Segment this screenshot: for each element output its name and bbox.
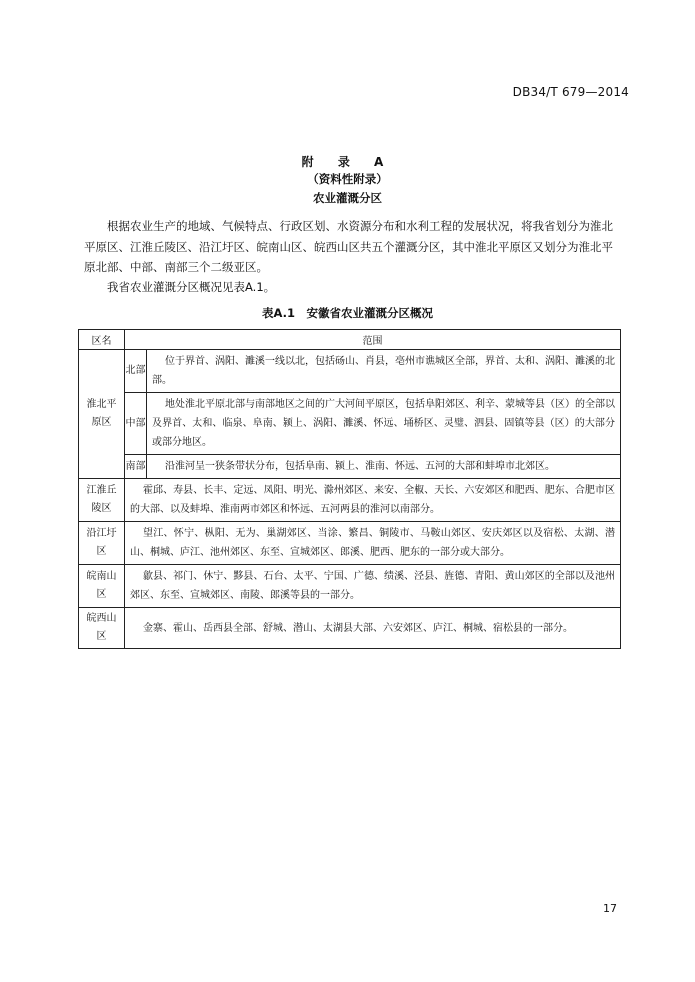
scope-wanxi: 金寨、霍山、岳西县全部、舒城、潜山、太湖县大部、六安郊区、庐江、桐城、宿松县的一部分。 xyxy=(125,608,621,649)
standard-code: DB34/T 679—2014 xyxy=(512,85,629,99)
zone-name-huaibei: 淮北平原区 xyxy=(79,350,125,479)
table-row xyxy=(79,455,621,479)
zone-name-jianghuai: 江淮丘陵区 xyxy=(79,479,125,522)
intro-paragraph: 根据农业生产的地域、气候特点、行政区划、水资源分布和水利工程的发展状况，将我省划分为淮北平原区、江淮丘陵区、沿江圩区、皖南山区、皖西山区共五个灌溉分区，其中淮北平原区又划分为淮北平原北部、中部、南部三个二级亚区。 xyxy=(84,219,613,274)
page-number: 17 xyxy=(603,902,617,915)
appendix-title: 附 录 A xyxy=(301,155,394,169)
appendix-type: （资料性附录） xyxy=(307,172,388,186)
reference-paragraph: 我省农业灌溉分区概况见表A.1。 xyxy=(107,280,276,294)
zone-name-wanxi: 皖西山区 xyxy=(79,608,125,649)
zone-name-yanjiang: 沿江圩区 xyxy=(79,522,125,565)
table-row xyxy=(79,350,621,393)
table-caption: 表A.1 安徽省农业灌溉分区概况 xyxy=(262,306,433,320)
scope-jianghuai: 霍邱、寿县、长丰、定远、凤阳、明光、滁州郊区、来安、全椒、天长、六安郊区和肥西、肥东、合肥市区的大部、以及蚌埠、淮南两市郊区和怀远、五河两县的淮河以南部分。 xyxy=(125,479,621,522)
scope-wannan: 歙县、祁门、休宁、黟县、石台、太平、宁国、广德、绩溪、泾县、旌德、青阳、黄山郊区的全部以及池州郊区、东至、宣城郊区、南陵、郎溪等县的一部分。 xyxy=(125,565,621,608)
table-row xyxy=(79,565,621,608)
table-row xyxy=(79,479,621,522)
appendix-subtitle: 农业灌溉分区 xyxy=(313,191,382,205)
table-row xyxy=(79,608,621,649)
header-zone: 区名 xyxy=(79,330,125,350)
subzone-middle: 中部 xyxy=(125,393,147,455)
zone-name-wannan: 皖南山区 xyxy=(79,565,125,608)
scope-middle: 地处淮北平原北部与南部地区之间的广大河间平原区，包括阜阳郊区、利辛、蒙城等县（区）的全部以及界首、太和、临泉、阜南、颍上、涡阳、濉溪、怀远、埇桥区、灵璧、泗县、固镇等县（区）的大部分或部分地区。 xyxy=(147,393,621,455)
scope-yanjiang: 望江、怀宁、枞阳、无为、巢湖郊区、当涂、繁昌、铜陵市、马鞍山郊区、安庆郊区以及宿松、太湖、潜山、桐城、庐江、池州郊区、东至、宣城郊区、郎溪、肥西、肥东的一部分或大部分。 xyxy=(125,522,621,565)
header-scope: 范围 xyxy=(125,330,621,350)
irrigation-zone-table xyxy=(78,329,621,649)
subzone-north: 北部 xyxy=(125,350,147,393)
subzone-south: 南部 xyxy=(125,455,147,479)
table-row xyxy=(79,393,621,455)
table-header-row xyxy=(79,330,621,350)
scope-south: 沿淮河呈一狭条带状分布，包括阜南、颍上、淮南、怀远、五河的大部和蚌埠市北郊区。 xyxy=(147,455,621,479)
table-row xyxy=(79,522,621,565)
scope-north: 位于界首、涡阳、濉溪一线以北，包括砀山、肖县，亳州市谯城区全部，界首、太和、涡阳、濉溪的北部。 xyxy=(147,350,621,393)
